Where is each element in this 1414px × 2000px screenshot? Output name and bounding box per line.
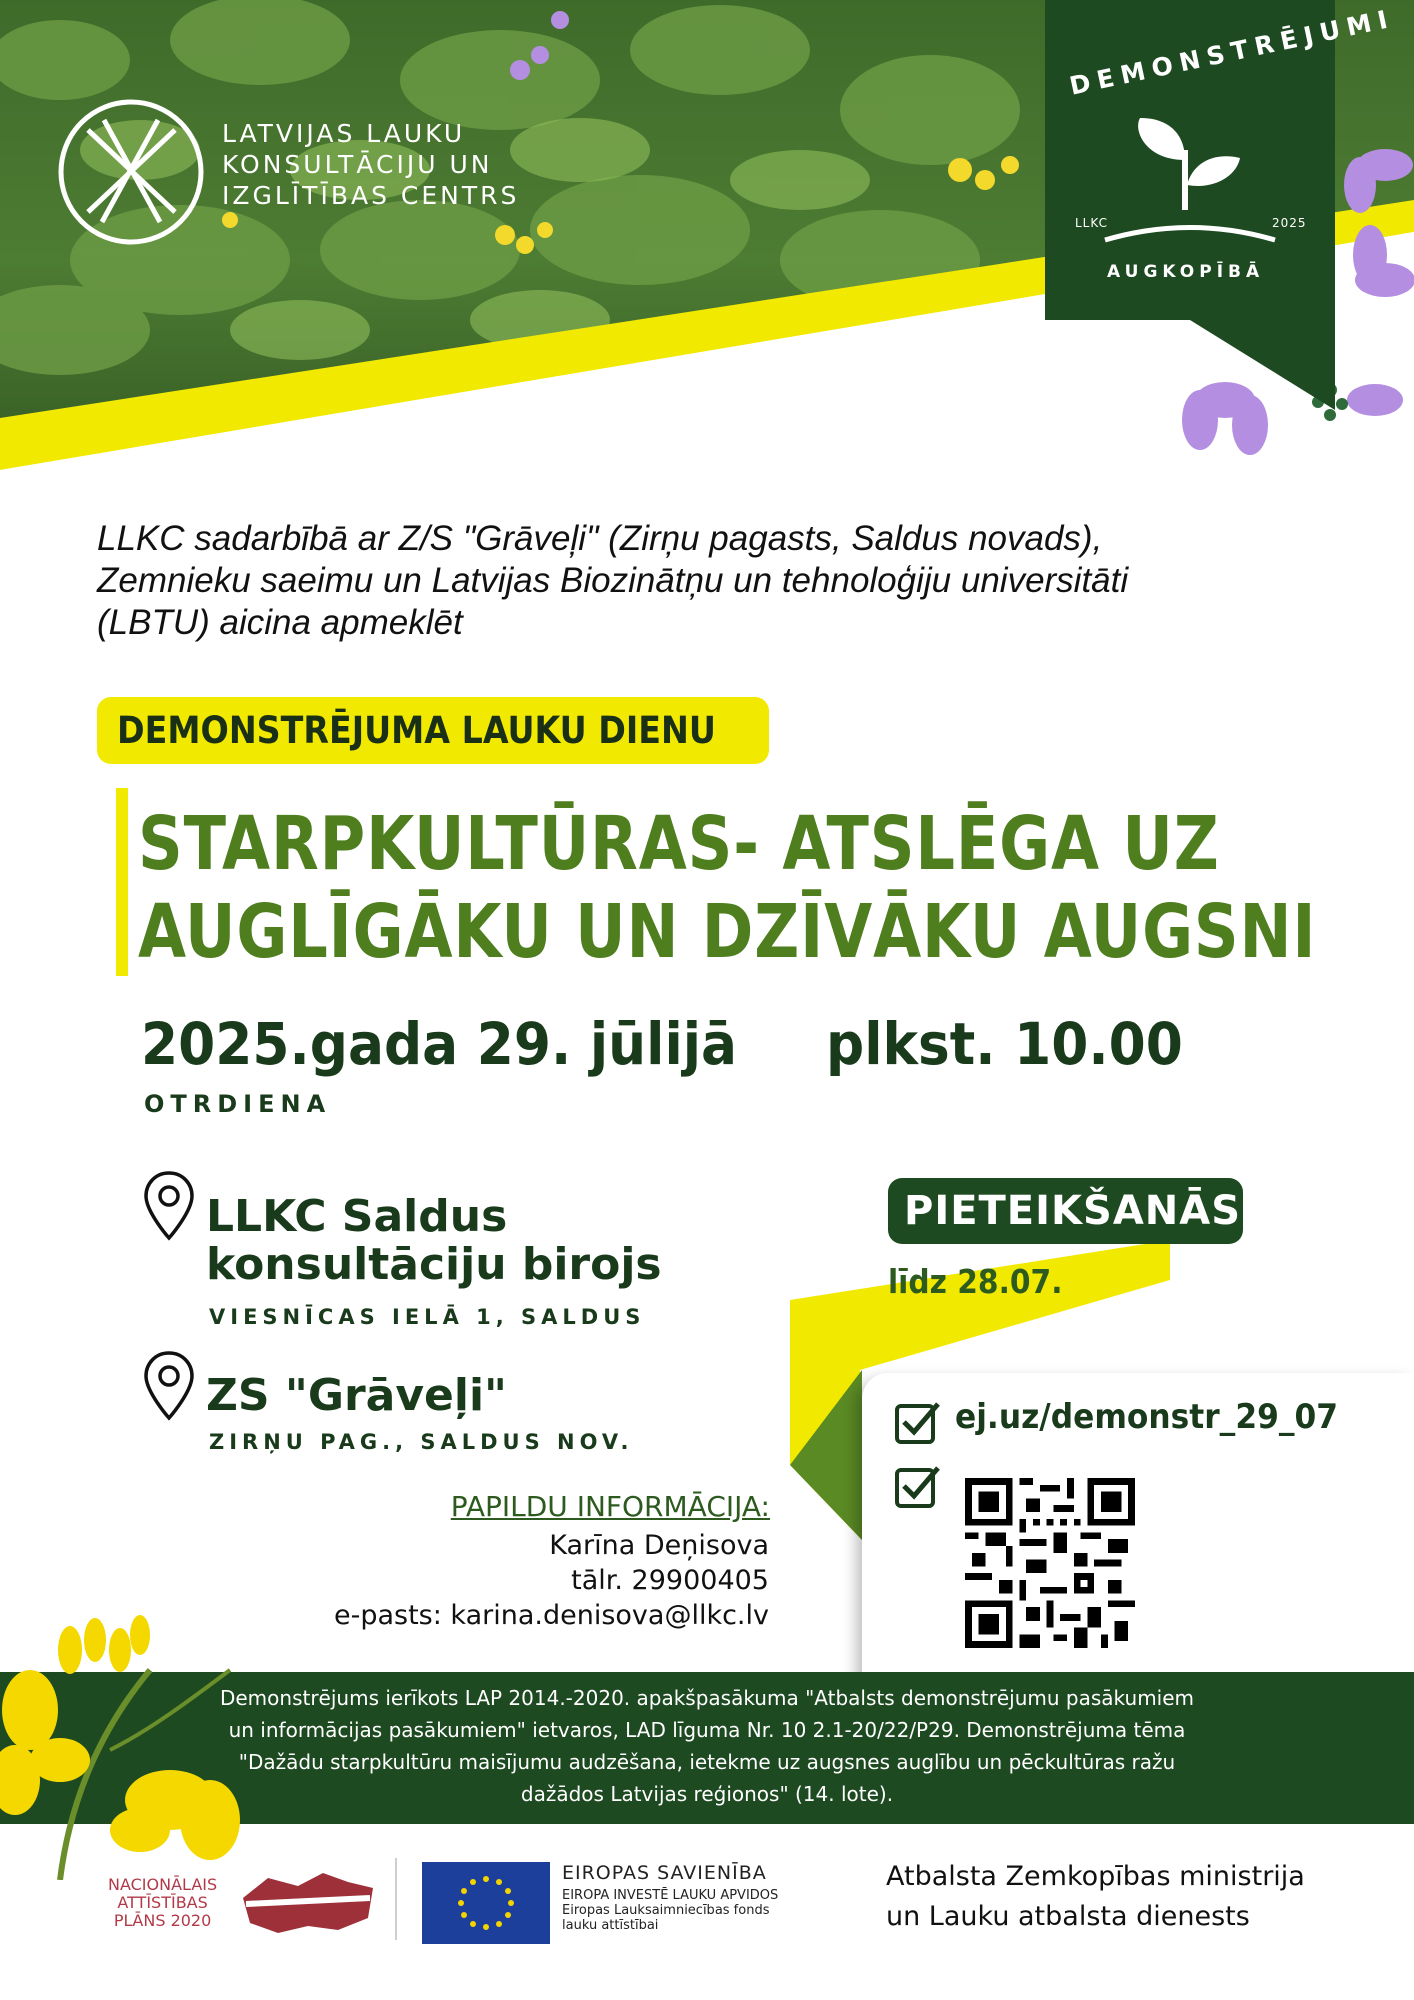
eu-flag-icon [422, 1862, 550, 1944]
badge-subtitle: AUGKOPĪBĀ [1107, 262, 1265, 282]
contact-email[interactable]: e-pasts: karina.denisova@llkc.lv [333, 1600, 769, 1631]
checkbox-icon [894, 1398, 942, 1446]
registration-badge [888, 1178, 1243, 1244]
location-name-line: LLKC Saldus [206, 1191, 508, 1242]
location-name-line: konsultāciju birojs [206, 1239, 662, 1290]
footer-disclaimer [150, 1682, 1264, 1810]
intro-line: LLKC sadarbībā ar Z/S "Grāveļi" (Zirņu pagasts, Saldus novads), [97, 519, 1103, 558]
registration-label: PIETEIKŠANĀS [904, 1188, 1242, 1234]
llkc-logo-text [222, 118, 519, 211]
support-line: un Lauku atbalsta dienests [886, 1901, 1250, 1932]
intro-line: Zemnieku saeimu un Latvijas Biozinātņu un tehnoloģiju universitāti [97, 561, 1129, 600]
sponsor-divider [395, 1858, 397, 1940]
eu-title: EIROPAS SAVIENĪBA [562, 1862, 767, 1884]
contact-heading: PAPILDU INFORMĀCIJA: [450, 1490, 770, 1523]
event-weekday: OTRDIENA [144, 1090, 332, 1118]
eu-line: lauku attīstībai [562, 1918, 659, 1933]
nap-line: NACIONĀLAIS [108, 1875, 218, 1894]
location-2-name: ZS "Grāveļi" [206, 1370, 507, 1421]
event-type-badge [97, 697, 769, 764]
event-time: plkst. 10.00 [826, 1010, 1183, 1078]
nap-line: ATTĪSTĪBAS [117, 1893, 208, 1912]
support-text [886, 1857, 1305, 1937]
title-line: AUGLĪGĀKU UN DZĪVĀKU AUGSNI [138, 889, 1317, 975]
location-1-address: VIESNĪCAS IELĀ 1, SALDUS [209, 1305, 646, 1329]
location-pin-icon [142, 1350, 196, 1422]
logo-line: IZGLĪTĪBAS CENTRS [222, 181, 520, 210]
registration-deadline: līdz 28.07. [888, 1262, 1063, 1301]
latvia-map-icon [238, 1868, 378, 1938]
location-pin-icon [142, 1170, 196, 1242]
location-1-name [206, 1193, 662, 1289]
footer-line: dažādos Latvijas reģionos" (14. lote). [520, 1782, 894, 1806]
nap-line: PLĀNS 2020 [113, 1911, 212, 1930]
footer-line: "Dažādu starpkultūru maisījumu audzēšana, ietekme uz augsnes auglību un pēckultūras ražu [238, 1750, 1176, 1774]
eu-line: Eiropas Lauksaimniecības fonds [562, 1903, 770, 1918]
registration-link[interactable]: ej.uz/demonstr_29_07 [955, 1397, 1339, 1437]
intro-line: (LBTU) aicina apmeklēt [97, 603, 463, 642]
event-type-label: DEMONSTRĒJUMA LAUKU DIENU [117, 709, 716, 752]
intro-text [97, 518, 1337, 644]
badge-title: DEMONSTRĒJUMI [1066, 3, 1397, 101]
title-accent-bar [116, 788, 128, 976]
eu-line: EIROPA INVESTĒ LAUKU APVIDOS [562, 1888, 779, 1903]
checkbox-icon [894, 1462, 942, 1510]
badge-year: 2025 [1272, 216, 1307, 230]
qr-code[interactable] [965, 1478, 1135, 1648]
support-line: Atbalsta Zemkopības ministrija [886, 1861, 1305, 1892]
contact-name: Karīna Deņisova [549, 1530, 769, 1561]
contact-phone[interactable]: tālr. 29900405 [571, 1565, 769, 1596]
footer-line: Demonstrējums ierīkots LAP 2014.-2020. apakšpasākuma "Atbalsts demonstrējumu pasākumiem [219, 1686, 1195, 1710]
badge-left-label: LLKC [1075, 216, 1108, 230]
nap-logo-text [108, 1876, 217, 1930]
eu-text-block [562, 1862, 778, 1933]
event-title [138, 800, 1414, 976]
event-date: 2025.gada 29. jūlijā [141, 1010, 738, 1078]
footer-line: un informācijas pasākumiem" ietvaros, LAD līguma Nr. 10 2.1-20/22/P29. Demonstrējuma tēma [228, 1718, 1186, 1742]
location-2-address: ZIRŅU PAG., SALDUS NOV. [209, 1430, 634, 1454]
title-line: STARPKULTŪRAS- ATSLĒGA UZ [138, 801, 1220, 887]
rapeseed-flowers-image [0, 1500, 260, 1880]
logo-line: LATVIJAS LAUKU [222, 119, 466, 148]
badge-text [1058, 3, 1397, 210]
logo-line: KONSULTĀCIJU UN [222, 150, 493, 179]
